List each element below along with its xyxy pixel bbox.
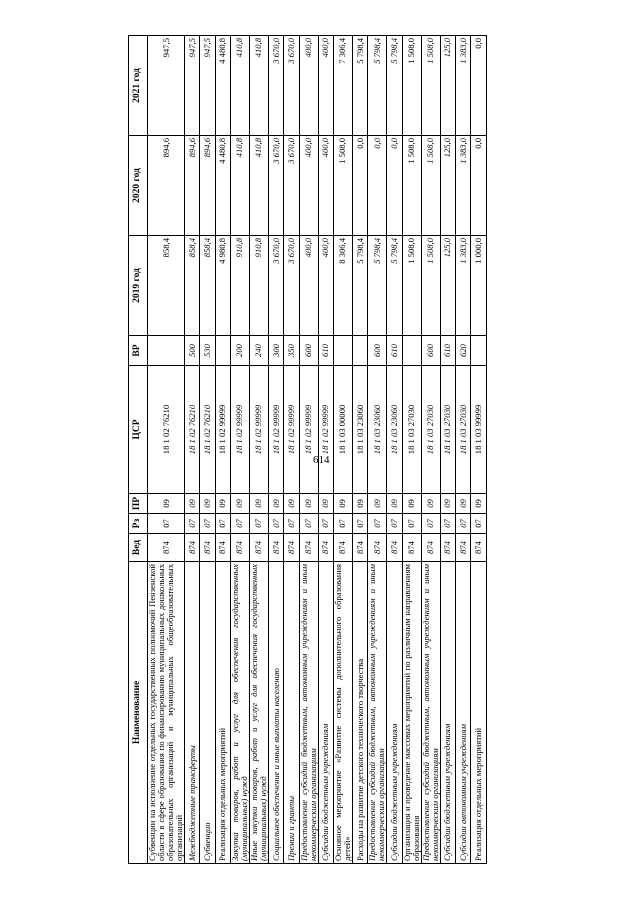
cell-y2020: 4 480,8 (215, 136, 230, 236)
cell-vr (471, 336, 486, 366)
table-row (368, 36, 387, 864)
cell-y2021: 3 670,0 (269, 36, 284, 136)
cell-csr: 18 1 02 99999 (284, 366, 299, 494)
cell-y2020: 894,6 (185, 136, 200, 236)
cell-rz: 07 (333, 514, 352, 534)
cell-y2021: 1 508,0 (402, 36, 421, 136)
cell-pr: 09 (249, 494, 268, 514)
cell-name: Социальное обеспечение и иные выплаты населению (269, 562, 284, 864)
cell-vr: 610 (387, 336, 402, 366)
cell-csr: 18 1 02 76210 (148, 366, 185, 494)
cell-y2020: 0,0 (387, 136, 402, 236)
page-number: 614 (313, 454, 330, 466)
cell-y2021: 410,8 (249, 36, 268, 136)
cell-vr (402, 336, 421, 366)
budget-table (128, 35, 487, 864)
cell-rz: 07 (455, 514, 470, 534)
cell-name: Реализация отдельных мероприятий (215, 562, 230, 864)
cell-vr (215, 336, 230, 366)
cell-pr: 09 (387, 494, 402, 514)
cell-y2021: 947,5 (185, 36, 200, 136)
cell-y2020: 1 508,0 (402, 136, 421, 236)
cell-y2021: 7 306,4 (333, 36, 352, 136)
table-row (148, 36, 185, 864)
cell-pr: 09 (333, 494, 352, 514)
table-row (440, 36, 455, 864)
cell-pr: 09 (368, 494, 387, 514)
cell-y2019: 910,8 (230, 236, 249, 336)
table-row (230, 36, 249, 864)
table-row (284, 36, 299, 864)
cell-name: Субсидии бюджетным учреждениям (318, 562, 333, 864)
table-row (215, 36, 230, 864)
cell-name: Иные закупки товаров, работ и услуг для обеспечения государственных (муниципальных) нужд (249, 562, 268, 864)
cell-pr: 09 (284, 494, 299, 514)
cell-y2021: 5 798,4 (352, 36, 367, 136)
cell-csr: 18 1 03 23060 (387, 366, 402, 494)
cell-vr: 500 (185, 336, 200, 366)
cell-csr: 18 1 02 99999 (269, 366, 284, 494)
cell-csr: 18 1 03 23060 (368, 366, 387, 494)
cell-y2021: 400,0 (318, 36, 333, 136)
cell-y2021: 125,0 (440, 36, 455, 136)
cell-ved: 874 (471, 534, 486, 562)
cell-y2019: 858,4 (148, 236, 185, 336)
cell-y2020: 0,0 (352, 136, 367, 236)
cell-name: Организация и проведение массовых мероприятий по различным направлениям образования (402, 562, 421, 864)
cell-y2021: 947,5 (200, 36, 215, 136)
cell-vr: 600 (299, 336, 318, 366)
cell-y2020: 1 508,0 (333, 136, 352, 236)
cell-y2021: 400,0 (299, 36, 318, 136)
cell-y2019: 858,4 (185, 236, 200, 336)
cell-pr: 09 (269, 494, 284, 514)
cell-name: Межбюджетные трансферты (185, 562, 200, 864)
header-name: Наименование (129, 562, 148, 864)
cell-csr: 18 1 02 76210 (185, 366, 200, 494)
cell-name: Субсидии бюджетным учреждениям (387, 562, 402, 864)
cell-y2019: 1 508,0 (421, 236, 440, 336)
cell-csr: 18 1 03 27030 (455, 366, 470, 494)
cell-ved: 874 (318, 534, 333, 562)
cell-y2021: 3 670,0 (284, 36, 299, 136)
cell-ved: 874 (299, 534, 318, 562)
cell-y2021: 0,0 (471, 36, 486, 136)
cell-y2021: 1 383,0 (455, 36, 470, 136)
cell-rz: 07 (387, 514, 402, 534)
cell-rz: 07 (318, 514, 333, 534)
cell-y2020: 0,0 (471, 136, 486, 236)
cell-ved: 874 (387, 534, 402, 562)
cell-pr: 09 (471, 494, 486, 514)
cell-name: Расходы на развитие детского технического творчества (352, 562, 367, 864)
cell-vr: 350 (284, 336, 299, 366)
cell-y2019: 1 000,0 (471, 236, 486, 336)
cell-ved: 874 (368, 534, 387, 562)
cell-name: Реализация отдельных мероприятий (471, 562, 486, 864)
table-row (402, 36, 421, 864)
cell-y2021: 1 508,0 (421, 36, 440, 136)
cell-vr: 240 (249, 336, 268, 366)
header-2020: 2020 год (129, 136, 148, 236)
cell-csr: 18 1 03 27030 (440, 366, 455, 494)
cell-y2020: 410,8 (249, 136, 268, 236)
table-row (387, 36, 402, 864)
cell-vr: 600 (368, 336, 387, 366)
cell-y2020: 3 670,0 (284, 136, 299, 236)
cell-ved: 874 (352, 534, 367, 562)
cell-name: Предоставление субсидий бюджетным, автономным учреждениям и иным некоммерческим организациям (421, 562, 440, 864)
cell-csr: 18 1 03 99999 (471, 366, 486, 494)
cell-ved: 874 (200, 534, 215, 562)
cell-rz: 07 (299, 514, 318, 534)
cell-name: Премии и гранты (284, 562, 299, 864)
table-row (471, 36, 486, 864)
cell-name: Субсидии автономным учреждениям (455, 562, 470, 864)
table-row (333, 36, 352, 864)
cell-ved: 874 (333, 534, 352, 562)
cell-y2019: 400,0 (318, 236, 333, 336)
cell-y2019: 125,0 (440, 236, 455, 336)
table-row (269, 36, 284, 864)
table-header-row (129, 36, 148, 864)
cell-vr (148, 336, 185, 366)
header-rz: Рз (129, 514, 148, 534)
cell-csr: 18 1 02 99999 (230, 366, 249, 494)
cell-rz: 07 (200, 514, 215, 534)
cell-ved: 874 (185, 534, 200, 562)
header-csr: ЦСР (129, 366, 148, 494)
cell-y2021: 5 798,4 (368, 36, 387, 136)
cell-y2019: 4 980,8 (215, 236, 230, 336)
cell-y2019: 3 670,0 (269, 236, 284, 336)
cell-rz: 07 (269, 514, 284, 534)
cell-pr: 09 (455, 494, 470, 514)
cell-rz: 07 (215, 514, 230, 534)
cell-csr: 18 1 02 99999 (318, 366, 333, 494)
cell-rz: 07 (368, 514, 387, 534)
cell-y2019: 400,0 (299, 236, 318, 336)
cell-vr: 600 (421, 336, 440, 366)
rotated-table-container (128, 36, 576, 864)
cell-y2021: 4 480,8 (215, 36, 230, 136)
cell-ved: 874 (249, 534, 268, 562)
cell-rz: 07 (421, 514, 440, 534)
cell-vr: 610 (440, 336, 455, 366)
cell-rz: 07 (352, 514, 367, 534)
cell-vr (352, 336, 367, 366)
cell-rz: 07 (471, 514, 486, 534)
cell-pr: 09 (318, 494, 333, 514)
cell-name: Предоставление субсидий бюджетным, автономным учреждениям и иным некоммерческим организациям (299, 562, 318, 864)
cell-y2021: 5 798,4 (387, 36, 402, 136)
table-row (299, 36, 318, 864)
cell-name: Предоставление субсидий бюджетным, автономным учреждениям и иным некоммерческим организациям (368, 562, 387, 864)
cell-ved: 874 (402, 534, 421, 562)
table-row (200, 36, 215, 864)
cell-y2019: 5 798,4 (368, 236, 387, 336)
cell-y2019: 910,8 (249, 236, 268, 336)
table-row (318, 36, 333, 864)
cell-name: Субвенции на исполнение отдельных государственных полномочий Пензенской области в сфере образования по финансированию муниципальных дошкольных образовательных организаций и муниципальных общеобразовательных организаций (148, 562, 185, 864)
table-row (352, 36, 367, 864)
cell-csr: 18 1 03 23060 (352, 366, 367, 494)
header-vr: ВР (129, 336, 148, 366)
cell-y2020: 894,6 (148, 136, 185, 236)
cell-vr: 530 (200, 336, 215, 366)
cell-name: Субсидии бюджетным учреждениям (440, 562, 455, 864)
header-ved: Вед (129, 534, 148, 562)
cell-y2020: 1 383,0 (455, 136, 470, 236)
cell-y2019: 858,4 (200, 236, 215, 336)
cell-vr: 620 (455, 336, 470, 366)
cell-ved: 874 (421, 534, 440, 562)
cell-y2020: 125,0 (440, 136, 455, 236)
cell-csr: 18 1 02 76210 (200, 366, 215, 494)
cell-name: Основное мероприятие «Развитие системы дополнительного образования детей» (333, 562, 352, 864)
cell-rz: 07 (402, 514, 421, 534)
cell-csr: 18 1 03 27030 (402, 366, 421, 494)
cell-rz: 07 (440, 514, 455, 534)
cell-pr: 09 (440, 494, 455, 514)
cell-y2020: 400,0 (299, 136, 318, 236)
cell-csr: 18 1 02 99999 (249, 366, 268, 494)
cell-y2020: 894,6 (200, 136, 215, 236)
cell-vr: 610 (318, 336, 333, 366)
table-row (185, 36, 200, 864)
cell-rz: 07 (185, 514, 200, 534)
cell-pr: 09 (215, 494, 230, 514)
cell-pr: 09 (402, 494, 421, 514)
cell-y2019: 1 508,0 (402, 236, 421, 336)
table-row (421, 36, 440, 864)
cell-csr: 18 1 02 99999 (299, 366, 318, 494)
cell-csr: 18 1 03 00000 (333, 366, 352, 494)
header-2021: 2021 год (129, 36, 148, 136)
cell-vr (333, 336, 352, 366)
cell-csr: 18 1 02 99999 (215, 366, 230, 494)
cell-y2019: 1 383,0 (455, 236, 470, 336)
cell-y2019: 3 670,0 (284, 236, 299, 336)
cell-ved: 874 (269, 534, 284, 562)
cell-pr: 09 (148, 494, 185, 514)
cell-y2021: 947,5 (148, 36, 185, 136)
cell-y2019: 5 798,4 (352, 236, 367, 336)
header-2019: 2019 год (129, 236, 148, 336)
cell-ved: 874 (148, 534, 185, 562)
cell-pr: 09 (200, 494, 215, 514)
cell-y2019: 8 306,4 (333, 236, 352, 336)
cell-y2020: 3 670,0 (269, 136, 284, 236)
cell-pr: 09 (230, 494, 249, 514)
cell-rz: 07 (148, 514, 185, 534)
cell-rz: 07 (284, 514, 299, 534)
cell-pr: 09 (421, 494, 440, 514)
cell-pr: 09 (185, 494, 200, 514)
cell-csr: 18 1 03 27030 (421, 366, 440, 494)
table-body (148, 36, 487, 864)
cell-ved: 874 (215, 534, 230, 562)
cell-y2020: 400,0 (318, 136, 333, 236)
cell-rz: 07 (249, 514, 268, 534)
cell-ved: 874 (230, 534, 249, 562)
cell-name: Закупка товаров, работ и услуг для обеспечения государственных (муниципальных) нужд (230, 562, 249, 864)
cell-ved: 874 (440, 534, 455, 562)
cell-ved: 874 (455, 534, 470, 562)
cell-pr: 09 (299, 494, 318, 514)
cell-y2020: 0,0 (368, 136, 387, 236)
table-row (249, 36, 268, 864)
table-row (455, 36, 470, 864)
cell-vr: 200 (230, 336, 249, 366)
header-pr: ПР (129, 494, 148, 514)
cell-y2019: 5 798,4 (387, 236, 402, 336)
cell-y2021: 410,8 (230, 36, 249, 136)
cell-name: Субвенции (200, 562, 215, 864)
cell-ved: 874 (284, 534, 299, 562)
cell-y2020: 410,8 (230, 136, 249, 236)
cell-y2020: 1 508,0 (421, 136, 440, 236)
cell-pr: 09 (352, 494, 367, 514)
cell-vr: 300 (269, 336, 284, 366)
cell-rz: 07 (230, 514, 249, 534)
